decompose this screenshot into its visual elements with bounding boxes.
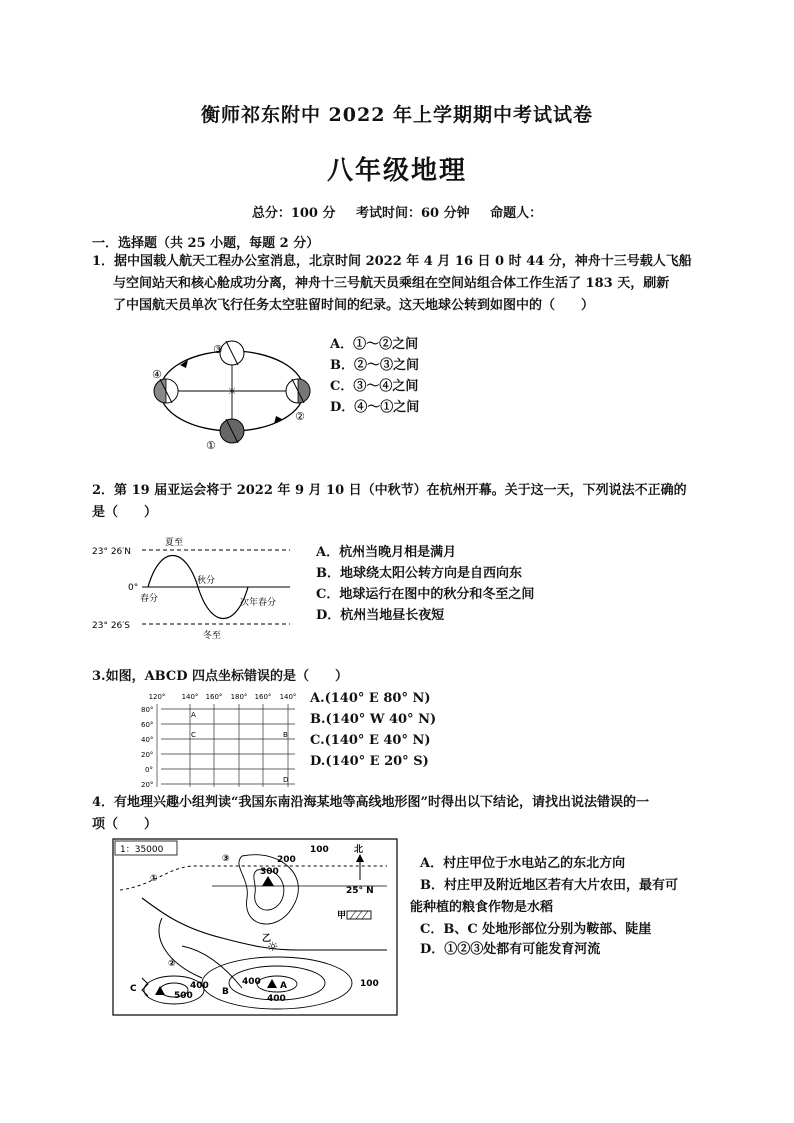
grid-top-label: 140° xyxy=(181,693,199,701)
q1-line1: 1．据中国载人航天工程办公室消息，北京时间 2022 年 4 月 16 日 0 时 44 分，神舟十三号载人飞船 xyxy=(92,254,692,269)
autumn-equinox-label: 秋分 xyxy=(197,576,216,586)
grid-left-label: 80° xyxy=(141,706,154,714)
solar-declination-diagram xyxy=(90,535,300,645)
latitude-label: 25° N xyxy=(346,886,374,896)
q1-line2: 与空间站天和核心舱成功分离，神舟十三号航天员乘组在空间站组合体工作生活了 183 天，刷新 xyxy=(113,276,670,291)
grid-point-a: A xyxy=(191,711,196,719)
exam-school-title: 衡师祁东附中 2022 年上学期期中考试试卷 xyxy=(200,104,594,126)
map-point-c: C xyxy=(130,984,137,994)
equator-label: 0° xyxy=(128,583,139,593)
orbit-label-4: ④ xyxy=(152,368,162,381)
exam-subject-title: 八年级地理 xyxy=(326,156,467,186)
grid-left-label: 60° xyxy=(141,721,154,729)
q1-option-c: C．③～④之间 xyxy=(330,379,419,394)
exam-info xyxy=(0,202,794,221)
q2-option-c: C．地球运行在图中的秋分和冬至之间 xyxy=(316,587,535,602)
q4-option-c: C．B、C 处地形部位分别为鞍部、陡崖 xyxy=(420,922,652,937)
sun-icon: ☼ xyxy=(227,385,237,398)
q3-option-a: A.(140° E 80° N) xyxy=(310,691,431,706)
map-mark-3: ③ xyxy=(222,854,230,864)
map-point-a: A xyxy=(280,981,287,991)
contour-label: 500 xyxy=(174,991,193,1001)
grid-top-label: 180° xyxy=(230,693,248,701)
q1-option-d: D．④～①之间 xyxy=(330,400,420,415)
contour-label: 100 xyxy=(310,845,329,855)
orbit-label-1: ① xyxy=(206,439,216,452)
map-mark-1: ① xyxy=(150,874,158,884)
q4-option-b-cont: 能种植的粮食作物是水稻 xyxy=(410,900,554,915)
q4-option-d: D．①②③处都有可能发育河流 xyxy=(420,942,601,957)
contour-label: 200 xyxy=(277,855,296,865)
orbit-label-2: ② xyxy=(295,410,305,423)
section-heading: 一．选择题（共 25 小题，每题 2 分） xyxy=(92,236,320,251)
orbit-diagram xyxy=(140,333,320,453)
summer-solstice-label: 夏至 xyxy=(165,538,184,548)
q2-option-d: D．杭州当地昼长夜短 xyxy=(316,608,445,623)
station-icon: ☼ xyxy=(267,940,279,955)
q1-option-a: A．①～②之间 xyxy=(330,337,419,352)
q4-line2: 项（ ） xyxy=(92,817,158,832)
contour-label: 400 xyxy=(267,994,286,1004)
contour-label: 100 xyxy=(360,979,379,989)
q3-option-d: D.(140° E 20° S) xyxy=(310,754,429,769)
contour-label: 400 xyxy=(190,981,209,991)
grid-point-c: C xyxy=(191,731,196,739)
q2-option-b: B．地球绕太阳公转方向是自西向东 xyxy=(316,566,522,581)
station-label: 乙 xyxy=(262,934,272,944)
grid-top-label: 160° xyxy=(205,693,223,701)
q4-option-b: B．村庄甲及附近地区若有大片农田，最有可 xyxy=(420,878,678,893)
map-point-b: B xyxy=(222,987,229,997)
grid-top-label: 160° xyxy=(254,693,272,701)
q1-option-b: B．②～③之间 xyxy=(330,358,419,373)
grid-point-d: D xyxy=(283,776,289,784)
q3-option-c: C.(140° E 40° N) xyxy=(310,733,431,748)
lat-lon-grid xyxy=(135,690,305,790)
grid-left-label: 40° xyxy=(141,736,154,744)
grid-point-b: B xyxy=(283,731,288,739)
q3-option-b: B.(140° W 40° N) xyxy=(310,712,437,727)
map-scale: 1：35000 xyxy=(120,845,164,855)
next-spring-label: 次年春分 xyxy=(240,598,277,608)
exam-time: 考试时间：60 分钟 xyxy=(356,206,470,221)
setter: 命题人： xyxy=(490,206,543,221)
orbit-label-3: ③ xyxy=(213,343,223,356)
village-label: 甲 xyxy=(337,911,347,921)
q2-line2: 是（ ） xyxy=(92,505,158,520)
grid-left-label: 20° xyxy=(141,781,154,789)
lat-north-label: 23° 26′N xyxy=(92,547,132,557)
spring-equinox-label: 春分 xyxy=(140,594,159,604)
q3-stem: 3.如图，ABCD 四点坐标错误的是（ ） xyxy=(92,669,349,684)
contour-label: 400 xyxy=(242,977,261,987)
q4-line1: 4．有地理兴趣小组判读“我国东南沿海某地等高线地形图”时得出以下结论，请找出说法错误的一 xyxy=(92,795,650,810)
lat-south-label: 23° 26′S xyxy=(92,621,131,631)
total-score: 总分：100 分 xyxy=(251,206,336,221)
q1-line3: 了中国航天员单次飞行任务太空驻留时间的纪录。这天地球公转到如图中的（ ） xyxy=(113,298,595,313)
q2-line1: 2．第 19 届亚运会将于 2022 年 9 月 10 日（中秋节）在杭州开幕。关于这一天，下列说法不正确的 xyxy=(92,483,687,498)
grid-top-label: 120° xyxy=(148,693,166,701)
q4-option-a: A．村庄甲位于水电站乙的东北方向 xyxy=(420,856,626,871)
grid-top-label: 140° xyxy=(279,693,297,701)
map-mark-2: ② xyxy=(168,959,176,969)
north-label: 北 xyxy=(354,845,364,855)
grid-left-label: 20° xyxy=(141,751,154,759)
contour-label: 300 xyxy=(260,867,279,877)
grid-left-label: 0° xyxy=(145,766,153,774)
contour-map xyxy=(112,838,398,1016)
winter-solstice-label: 冬至 xyxy=(203,631,222,641)
q2-option-a: A．杭州当晚月相是满月 xyxy=(316,545,457,560)
